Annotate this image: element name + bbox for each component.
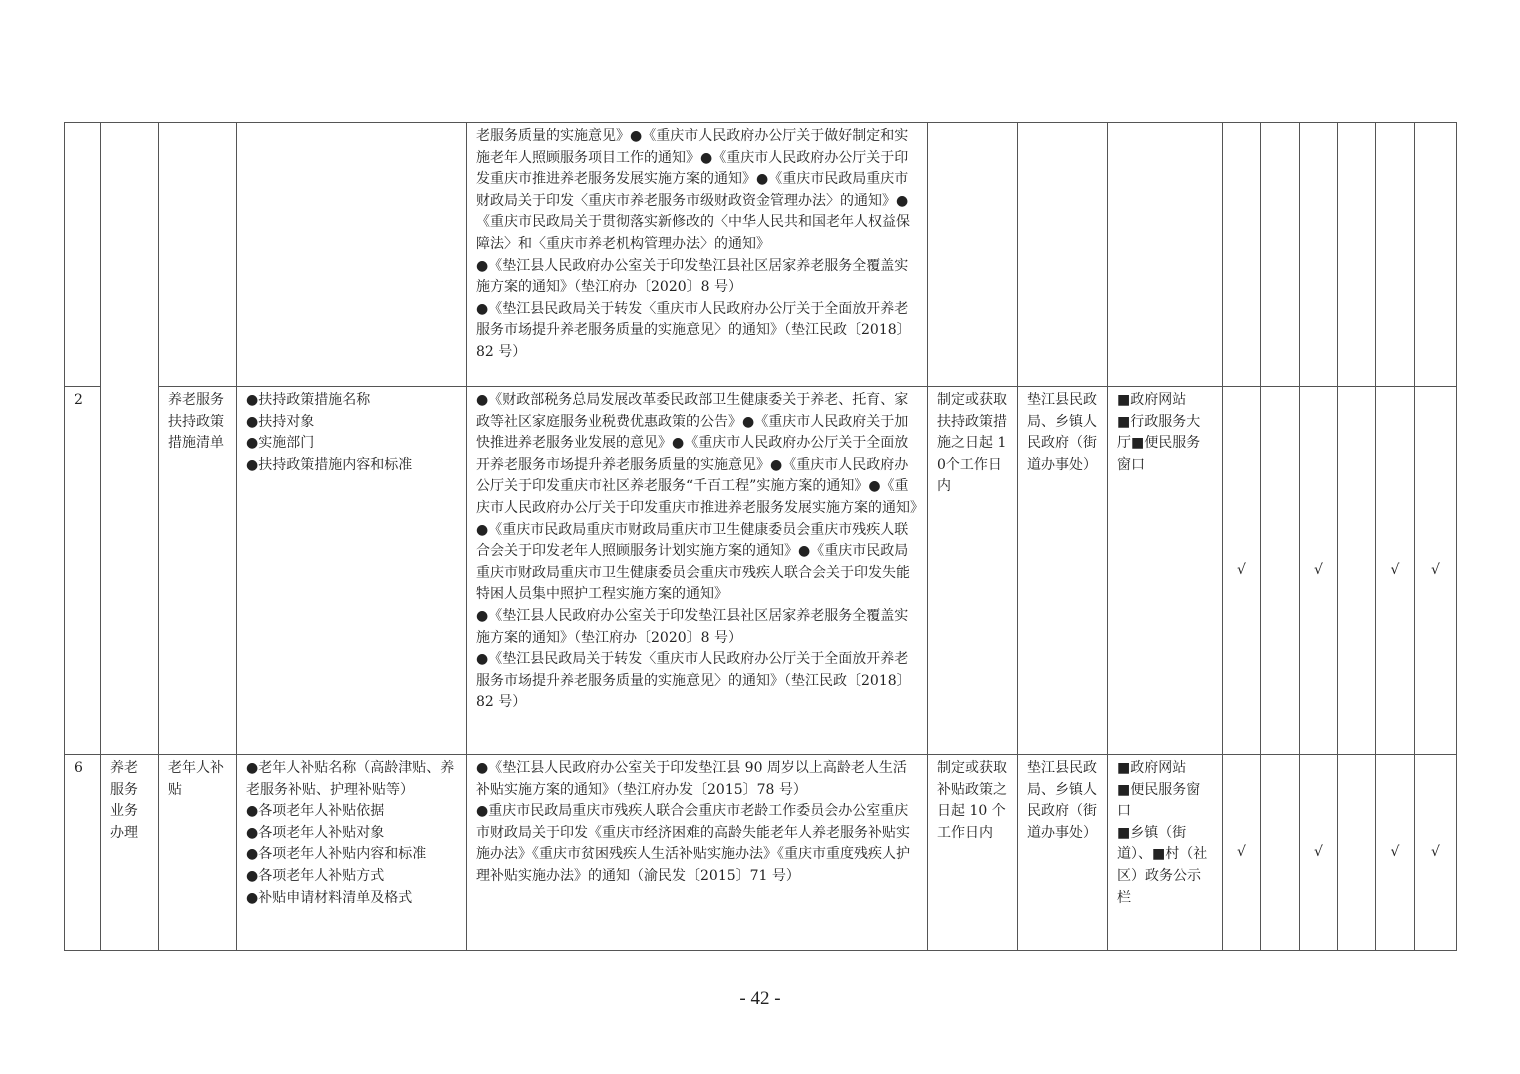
row-number: 2	[65, 387, 101, 755]
basis-text: 老服务质量的实施意见》●《重庆市人民政府办公厅关于做好制定和实施老年人照顾服务项目工作的通知》●《重庆市人民政府办公厅关于印发重庆市推进养老服务发展实施方案的通知》●《重庆市民政局重庆市财政局关于印发〈重庆市养老服务市级财政资金管理办法〉的通知》●《重庆市民政局关于贯彻落实新修改的〈中华人民共和国老年人权益保障法〉和〈重庆市养老机构管理办法〉的通知》	[476, 128, 910, 252]
cell-check	[1415, 123, 1457, 387]
cell-channel	[1108, 755, 1223, 951]
channel-line: ■政府网站	[1117, 760, 1187, 776]
cell-num	[65, 123, 101, 387]
check-mark	[1261, 755, 1300, 951]
check-mark: √	[1300, 387, 1338, 755]
content-line: ●补贴申请材料清单及格式	[246, 889, 413, 906]
check-mark	[1261, 387, 1300, 755]
cell-basis	[467, 755, 928, 951]
cell-time	[928, 123, 1018, 387]
basis-text: ●《财政部税务总局发展改革委民政部卫生健康委关于养老、托育、家政等社区家庭服务业税费优惠政策的公告》●《重庆市人民政府关于加快推进养老服务业发展的意见》●《重庆市人民政府办公厅关于全面放开养老服务市场提升养老服务质量的实施意见》●《重庆市人民政府办公厅关于印发重庆市社区养老服务“千百工程”实施方案的通知》●《重庆市人民政府办公厅关于印发重庆市推进养老服务发展实施方案的通知》●《重庆市民政局重庆市财政局重庆市卫生健康委员会重庆市残疾人联合会关于印发老年人照顾服务计划实施方案的通知》●《重庆市民政局重庆市财政局重庆市卫生健康委员会重庆市残疾人联合会关于印发失能特困人员集中照护工程实施方案的通知》	[476, 392, 917, 603]
channel-line: ■乡镇（街道）、■村（社区）政务公示栏	[1117, 824, 1208, 906]
cell-dept: 垫江县民政局、乡镇人民政府（街道办事处）	[1018, 755, 1108, 951]
check-mark: √	[1376, 755, 1415, 951]
cell-check	[1261, 123, 1300, 387]
page-number: - 42 -	[739, 988, 781, 1009]
table-row	[65, 755, 1457, 951]
cell-content	[237, 755, 467, 951]
cell-check	[1338, 123, 1376, 387]
cell-check	[1300, 123, 1338, 387]
basis-text: ●《垫江县人民政府办公室关于印发垫江县 90 周岁以上高龄老人生活补贴实施方案的通知》（垫江府办发〔2015〕78 号）	[476, 760, 907, 798]
cell-category: 养老服务业务办理	[101, 755, 159, 951]
disclosure-table	[64, 122, 1457, 951]
content-line: ●各项老年人补贴依据	[246, 803, 385, 820]
channel-line: ■政府网站	[1117, 392, 1187, 408]
cell-item	[159, 123, 237, 387]
basis-text: ●《垫江县民政局关于转发〈重庆市人民政府办公厅关于全面放开养老服务市场提升养老服务质量的实施意见〉的通知》（垫江民政〔2018〕82 号）	[476, 651, 911, 711]
check-mark: √	[1223, 755, 1261, 951]
cell-channel	[1108, 123, 1223, 387]
channel-line: ■行政服务大厅■便民服务窗口	[1117, 413, 1201, 473]
row-number: 6	[65, 755, 101, 951]
table-row	[65, 387, 1457, 755]
basis-text: ●《垫江县人民政府办公室关于印发垫江县社区居家养老服务全覆盖实施方案的通知》（垫江府办〔2020〕8 号）	[476, 607, 909, 646]
cell-item: 老年人补贴	[159, 755, 237, 951]
cell-basis	[467, 123, 928, 387]
check-mark	[1338, 387, 1376, 755]
cell-item: 养老服务扶持政策措施清单	[159, 387, 237, 755]
content-line: ●各项老年人补贴方式	[246, 867, 385, 884]
cell-dept: 垫江县民政局、乡镇人民政府（街道办事处）	[1018, 387, 1108, 755]
basis-text: ●《垫江县民政局关于转发〈重庆市人民政府办公厅关于全面放开养老服务市场提升养老服务质量的实施意见〉的通知》（垫江民政〔2018〕82 号）	[476, 300, 911, 360]
content-line: ●扶持对象	[246, 413, 315, 430]
check-mark: √	[1300, 755, 1338, 951]
content-line: ●扶持政策措施内容和标准	[246, 456, 413, 473]
cell-category	[101, 123, 159, 755]
content-line: ●老年人补贴名称（高龄津贴、养老服务补贴、护理补贴等）	[246, 760, 455, 798]
table-row	[65, 123, 1457, 387]
cell-content	[237, 123, 467, 387]
channel-line: ■便民服务窗口	[1117, 781, 1201, 820]
basis-text: ●《垫江县人民政府办公室关于印发垫江县社区居家养老服务全覆盖实施方案的通知》（垫江府办〔2020〕8 号）	[476, 257, 909, 296]
cell-time: 制定或获取补贴政策之日起 10 个工作日内	[928, 755, 1018, 951]
check-mark: √	[1376, 387, 1415, 755]
basis-text: ●重庆市民政局重庆市残疾人联合会重庆市老龄工作委员会办公室重庆市财政局关于印发《重庆市经济困难的高龄失能老年人养老服务补贴实施办法》《重庆市贫困残疾人生活补贴实施办法》《重庆市重度残疾人护理补贴实施办法》的通知（渝民发〔2015〕71 号）	[476, 803, 910, 884]
content-line: ●各项老年人补贴对象	[246, 824, 385, 841]
check-mark	[1338, 755, 1376, 951]
cell-time: 制定或获取扶持政策措施之日起 10个工作日内	[928, 387, 1018, 755]
content-line: ●实施部门	[246, 435, 315, 452]
check-mark: √	[1415, 387, 1457, 755]
cell-content	[237, 387, 467, 755]
cell-check	[1223, 123, 1261, 387]
cell-channel	[1108, 387, 1223, 755]
check-mark: √	[1223, 387, 1261, 755]
content-line: ●各项老年人补贴内容和标准	[246, 846, 427, 863]
check-mark: √	[1415, 755, 1457, 951]
content-line: ●扶持政策措施名称	[246, 392, 371, 408]
cell-dept	[1018, 123, 1108, 387]
cell-basis	[467, 387, 928, 755]
cell-check	[1376, 123, 1415, 387]
